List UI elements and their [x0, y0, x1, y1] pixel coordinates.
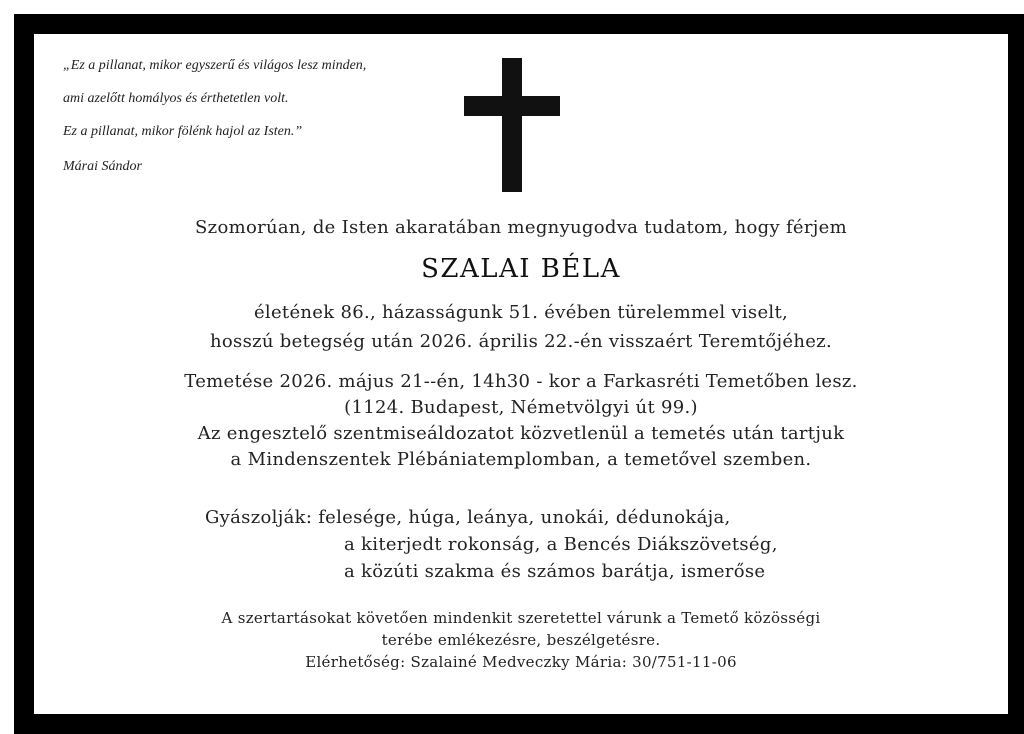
gathering-invitation [34, 607, 1008, 673]
mourners-line: a kiterjedt rokonság, a Bencés Diákszövetség, [344, 534, 778, 555]
deceased-name: SZALAI BÉLA [421, 254, 621, 284]
cross-icon [464, 58, 560, 192]
contact-line: Elérhetőség: Szalainé Medveczky Mária: 30/751-11-06 [305, 653, 737, 671]
cross-vertical-bar [502, 58, 522, 192]
quote-line: ami azelőtt homályos és érthetetlen volt. [63, 91, 289, 106]
quote-author: Márai Sándor [63, 159, 142, 174]
funeral-line: a Mindenszentek Plébániatemplomban, a temetővel szemben. [230, 449, 812, 470]
mourners-line: a közúti szakma és számos barátja, ismerőse [344, 561, 766, 582]
mourners-list [205, 504, 778, 585]
funeral-line: Temetése 2026. május 21--én, 14h30 - kor a Farkasréti Temetőben lesz. [184, 371, 858, 392]
funeral-line: (1124. Budapest, Németvölgyi út 99.) [344, 397, 698, 418]
life-line: életének 86., házasságunk 51. évében türelemmel viselt, [253, 302, 789, 323]
funeral-line: Az engesztelő szentmiseáldozatot közvetlenül a temetés után tartjuk [197, 423, 845, 444]
funeral-details [34, 369, 1008, 473]
life-details [34, 298, 1008, 356]
mourners-line: Gyászolják: felesége, húga, leánya, unokái, dédunokája, [205, 507, 731, 528]
quote-line: Ez a pillanat, mikor fölénk hajol az Isten.” [63, 124, 303, 139]
life-line: hosszú betegség után 2026. április 22.-én visszaért Teremtőjéhez. [210, 331, 832, 352]
epigraph-quote [63, 56, 366, 177]
cross-horizontal-bar [464, 96, 560, 116]
mourning-frame [14, 14, 1024, 734]
quote-line: „Ez a pillanat, mikor egyszerű és világos lesz minden, [63, 58, 367, 73]
announcement-intro: Szomorúan, de Isten akaratában megnyugodva tudatom, hogy férjem [195, 217, 847, 238]
footer-line: terébe emlékezésre, beszélgetésre. [381, 631, 661, 649]
footer-line: A szertartásokat követően mindenkit szeretettel várunk a Temető közösségi [221, 609, 821, 627]
